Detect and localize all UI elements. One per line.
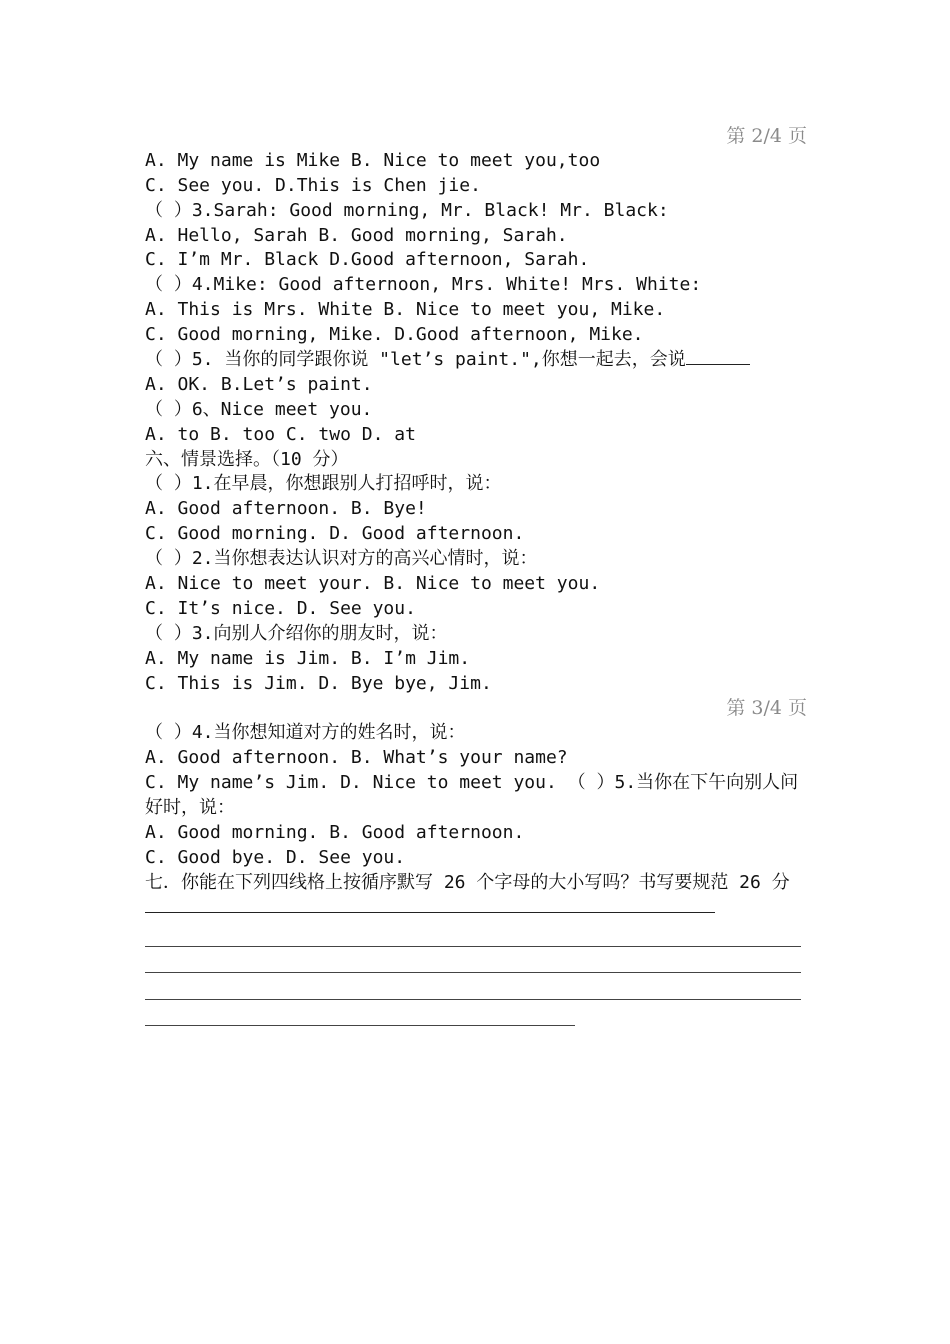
question-line: （ ）1.在早晨，你想跟别人打招呼时，说： (145, 473, 502, 495)
option-line: A. Hello, Sarah B. Good morning, Sarah. (145, 224, 568, 246)
option-line: A. Good afternoon. B. Bye! (145, 498, 427, 520)
section-heading-writing (145, 871, 807, 921)
option-line: A. My name is Jim. B. I’m Jim. (145, 647, 471, 669)
option-line: C. Good bye. D. See you. (145, 846, 406, 868)
option-line: A. to B. too C. two D. at (145, 423, 416, 445)
writing-line (145, 946, 801, 947)
option-line: C. Good morning. D. Good afternoon. (145, 523, 525, 545)
option-line: C. This is Jim. D. Bye bye, Jim. (145, 672, 492, 694)
option-line: C. Good morning, Mike. D.Good afternoon, Mike. (145, 324, 644, 346)
option-line: A. This is Mrs. White B. Nice to meet you, Mike. (145, 299, 666, 321)
question-line-with-blank (145, 348, 807, 373)
option-line: A. OK. B.Let’s paint. (145, 373, 373, 395)
question-line: （ ）4.Mike: Good afternoon, Mrs. White! Mrs. White: (145, 274, 702, 296)
page-marker-3: 第 3/4 页 (726, 697, 807, 720)
option-line: A. Nice to meet your. B. Nice to meet you. (145, 573, 601, 595)
question-line: （ ）2.当你想表达认识对方的高兴心情时，说： (145, 548, 538, 570)
section-heading: 六、情景选择。（10 分） (145, 448, 349, 470)
question-text: （ ）5. 当你的同学跟你说 "let’s paint.",你想一起去，会说 (145, 349, 686, 371)
page-marker-2: 第 2/4 页 (726, 125, 807, 147)
option-and-question-line: C. My name’s Jim. D. Nice to meet you. （ ）5.当你在下午向别人问好时，说： (145, 772, 799, 819)
section-heading-text: 七．你能在下列四线格上按循序默写 26 个字母的大小写吗？书写要规范 26 分 (145, 871, 790, 893)
option-line: A. Good morning. B. Good afternoon. (145, 821, 525, 843)
question-line: （ ）6、Nice meet you. (145, 398, 373, 420)
option-line: C. It’s nice. D. See you. (145, 597, 416, 619)
writing-line (145, 972, 801, 973)
worksheet-content (145, 124, 807, 1026)
question-line: （ ）3.Sarah: Good morning, Mr. Black! Mr. Black: (145, 199, 669, 221)
option-line: C. I’m Mr. Black D.Good afternoon, Sarah. (145, 249, 590, 271)
writing-line (145, 896, 715, 913)
question-line: （ ）3.向别人介绍你的朋友时，说： (145, 622, 448, 644)
option-line: C. See you. D.This is Chen jie. (145, 174, 481, 196)
option-line: A. Good afternoon. B. What’s your name? (145, 747, 568, 769)
answer-blank (686, 348, 750, 365)
option-line: A. My name is Mike B. Nice to meet you,too (145, 149, 601, 171)
writing-line (145, 1025, 575, 1026)
question-line: （ ）4.当你想知道对方的姓名时，说： (145, 722, 466, 744)
writing-line (145, 999, 801, 1000)
